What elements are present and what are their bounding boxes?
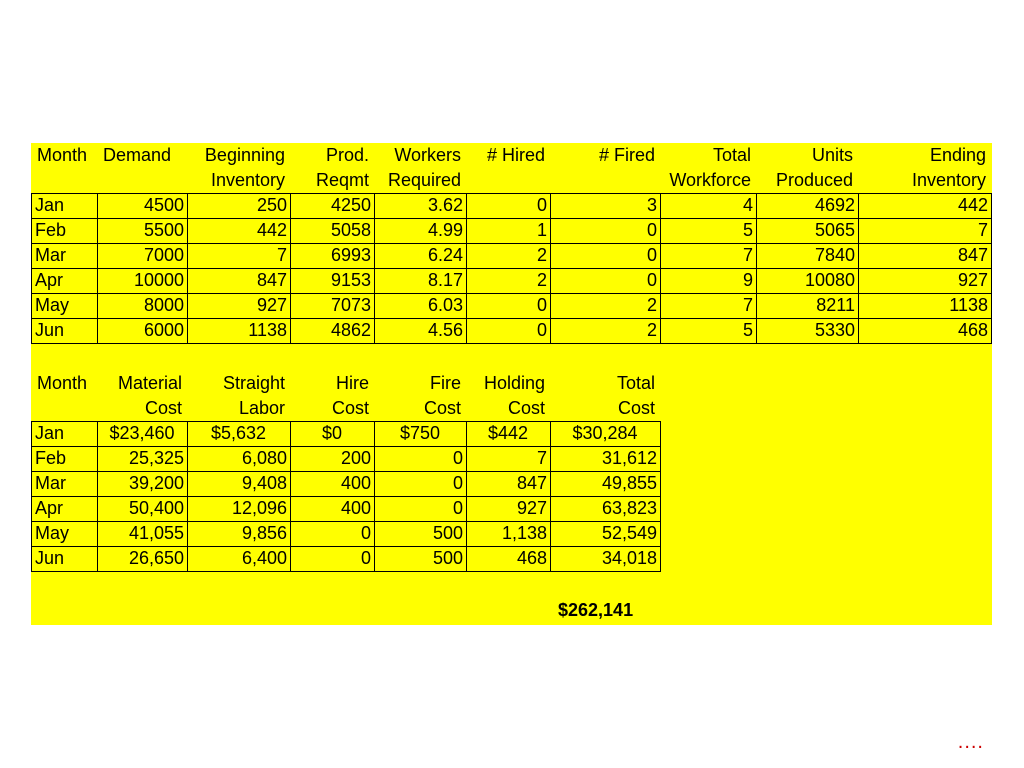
cost-cell: 12,096: [231, 498, 287, 518]
plan-header-sub-9: Inventory: [911, 170, 986, 190]
cost-header-0: Month: [37, 373, 88, 393]
plan-cell: 5330: [814, 320, 855, 340]
grid-line: [660, 193, 661, 344]
plan-cell: 5065: [814, 220, 855, 240]
grid-line: [466, 421, 467, 572]
grid-line: [660, 421, 661, 572]
plan-cell: 4: [742, 195, 753, 215]
plan-cell: 4862: [330, 320, 371, 340]
plan-cell: 927: [957, 270, 988, 290]
cost-header-sub-3: Cost: [331, 398, 369, 418]
grid-line: [858, 193, 859, 344]
grid-line: [31, 193, 32, 344]
cost-cell: 0: [452, 448, 463, 468]
cost-cell: May: [35, 523, 70, 543]
grid-line: [374, 421, 375, 572]
plan-header-9: Ending: [929, 145, 986, 165]
more-indicator: ....: [957, 731, 984, 753]
grid-line: [466, 193, 467, 344]
cost-cell: 9,856: [241, 523, 287, 543]
cost-header-1: Material: [117, 373, 182, 393]
plan-header-sub-4: Required: [387, 170, 461, 190]
plan-cell: 6.03: [427, 295, 463, 315]
cost-header-2: Straight: [222, 373, 285, 393]
plan-cell: May: [35, 295, 70, 315]
cost-cell: 200: [340, 448, 371, 468]
plan-header-4: Workers: [394, 145, 461, 165]
plan-header-1: Demand: [103, 145, 172, 165]
plan-cell: Jun: [35, 320, 65, 340]
plan-cell: 6993: [330, 245, 371, 265]
plan-cell: 5500: [143, 220, 184, 240]
plan-cell: 10080: [804, 270, 855, 290]
plan-header-8: Units: [811, 145, 853, 165]
plan-cell: 0: [536, 195, 547, 215]
plan-cell: 927: [256, 295, 287, 315]
plan-cell: 0: [646, 245, 657, 265]
plan-header-3: Prod.: [325, 145, 369, 165]
cost-cell: 52,549: [601, 523, 657, 543]
cost-header-3: Hire: [335, 373, 369, 393]
plan-cell: 6.24: [427, 245, 463, 265]
plan-cell: 5: [742, 320, 753, 340]
cost-cell: 63,823: [601, 498, 657, 518]
grid-line: [756, 193, 757, 344]
plan-cell: Mar: [35, 245, 66, 265]
cost-cell: 49,855: [601, 473, 657, 493]
grid-line: [31, 571, 661, 572]
grid-line: [290, 421, 291, 572]
plan-cell: 2: [536, 245, 547, 265]
grid-line: [187, 421, 188, 572]
plan-cell: 4692: [814, 195, 855, 215]
plan-cell: 7: [742, 295, 753, 315]
cost-header-sub-2: Labor: [238, 398, 285, 418]
cost-cell: Mar: [35, 473, 66, 493]
spreadsheet-area: [31, 143, 992, 625]
plan-cell: 1138: [248, 320, 287, 340]
plan-cell: 2: [646, 295, 657, 315]
cost-cell: 41,055: [128, 523, 184, 543]
grid-line: [290, 193, 291, 344]
plan-cell: 442: [256, 220, 287, 240]
cost-cell: 31,612: [601, 448, 657, 468]
plan-header-5: # Hired: [486, 145, 545, 165]
plan-cell: 7000: [143, 245, 184, 265]
plan-cell: 7: [742, 245, 753, 265]
grand-total-cost: $262,141: [558, 600, 634, 620]
plan-cell: 847: [256, 270, 287, 290]
cost-cell: 1,138: [501, 523, 547, 543]
cost-cell: 400: [340, 473, 371, 493]
grid-line: [31, 521, 661, 522]
plan-cell: 2: [536, 270, 547, 290]
plan-cell: 7073: [330, 295, 371, 315]
grid-line: [374, 193, 375, 344]
cost-cell: 9,408: [241, 473, 287, 493]
plan-cell: 1138: [949, 295, 988, 315]
grid-line: [31, 243, 992, 244]
plan-cell: 7840: [814, 245, 855, 265]
cost-cell: 0: [452, 473, 463, 493]
plan-cell: 0: [536, 295, 547, 315]
grid-line: [31, 193, 992, 194]
cost-header-6: Total: [616, 373, 655, 393]
cost-cell: Jan: [35, 423, 65, 443]
cost-cell: Jun: [35, 548, 65, 568]
grid-line: [31, 421, 32, 572]
cost-cell: 50,400: [128, 498, 184, 518]
grid-line: [187, 193, 188, 344]
cost-cell: $5,632: [210, 423, 267, 443]
cost-header-sub-1: Cost: [144, 398, 182, 418]
plan-cell: 3: [646, 195, 657, 215]
cost-cell: 39,200: [128, 473, 184, 493]
cost-cell: $750: [399, 423, 441, 443]
plan-cell: 7: [276, 245, 287, 265]
grid-line: [550, 421, 551, 572]
plan-cell: Feb: [35, 220, 67, 240]
plan-header-6: # Fired: [598, 145, 655, 165]
grid-line: [31, 343, 992, 344]
cost-cell: 0: [360, 548, 371, 568]
plan-cell: 4.56: [427, 320, 463, 340]
plan-cell: Jan: [35, 195, 65, 215]
plan-cell: 847: [957, 245, 988, 265]
grid-line: [31, 546, 661, 547]
plan-header-2: Beginning: [204, 145, 285, 165]
cost-cell: 0: [452, 498, 463, 518]
plan-header-0: Month: [37, 145, 88, 165]
plan-cell: 468: [957, 320, 988, 340]
plan-header-7: Total: [712, 145, 751, 165]
plan-cell: 250: [256, 195, 287, 215]
cost-cell: 6,080: [241, 448, 287, 468]
plan-cell: 0: [646, 270, 657, 290]
grid-line: [31, 268, 992, 269]
grid-line: [97, 193, 98, 344]
plan-cell: 4.99: [427, 220, 463, 240]
plan-cell: 8000: [143, 295, 184, 315]
grid-line: [31, 421, 661, 422]
grid-line: [31, 218, 992, 219]
cost-cell: 0: [360, 523, 371, 543]
plan-header-sub-8: Produced: [775, 170, 853, 190]
cost-cell: 26,650: [128, 548, 184, 568]
grid-line: [991, 193, 992, 344]
grid-line: [550, 193, 551, 344]
plan-cell: 4500: [143, 195, 184, 215]
cost-cell: $30,284: [572, 423, 638, 443]
plan-cell: Apr: [35, 270, 64, 290]
grid-line: [31, 318, 992, 319]
grid-line: [31, 496, 661, 497]
cost-header-4: Fire: [430, 373, 461, 393]
cost-cell: 847: [516, 473, 547, 493]
plan-cell: 9153: [330, 270, 371, 290]
plan-cell: 0: [536, 320, 547, 340]
cost-cell: 34,018: [601, 548, 657, 568]
cost-cell: $442: [487, 423, 529, 443]
cost-header-sub-4: Cost: [423, 398, 461, 418]
cost-header-sub-5: Cost: [507, 398, 545, 418]
cost-header-5: Holding: [483, 373, 545, 393]
cost-cell: Apr: [35, 498, 64, 518]
grid-line: [97, 421, 98, 572]
cost-cell: 400: [340, 498, 371, 518]
plan-header-sub-3: Reqmt: [315, 170, 369, 190]
cost-cell: 468: [516, 548, 547, 568]
plan-cell: 5: [742, 220, 753, 240]
plan-cell: 6000: [143, 320, 184, 340]
cost-cell: 6,400: [241, 548, 287, 568]
cost-cell: 500: [432, 548, 463, 568]
plan-cell: 7: [977, 220, 988, 240]
plan-cell: 8.17: [427, 270, 463, 290]
grid-line: [31, 471, 661, 472]
plan-header-sub-2: Inventory: [210, 170, 285, 190]
cost-cell: 7: [536, 448, 547, 468]
plan-header-sub-7: Workforce: [669, 170, 751, 190]
plan-cell: 4250: [330, 195, 371, 215]
grid-line: [31, 446, 661, 447]
cost-cell: Feb: [35, 448, 67, 468]
cost-cell: 25,325: [128, 448, 184, 468]
plan-cell: 0: [646, 220, 657, 240]
plan-cell: 1: [536, 220, 547, 240]
plan-cell: 10000: [133, 270, 184, 290]
plan-cell: 3.62: [427, 195, 463, 215]
cost-cell: 927: [516, 498, 547, 518]
plan-cell: 9: [742, 270, 753, 290]
plan-cell: 8211: [816, 295, 855, 315]
plan-cell: 442: [957, 195, 988, 215]
cost-header-sub-6: Cost: [617, 398, 655, 418]
plan-cell: 5058: [330, 220, 371, 240]
cost-cell: $23,460: [109, 423, 175, 443]
cost-cell: $0: [321, 423, 343, 443]
plan-cell: 2: [646, 320, 657, 340]
cost-cell: 500: [432, 523, 463, 543]
grid-line: [31, 293, 992, 294]
